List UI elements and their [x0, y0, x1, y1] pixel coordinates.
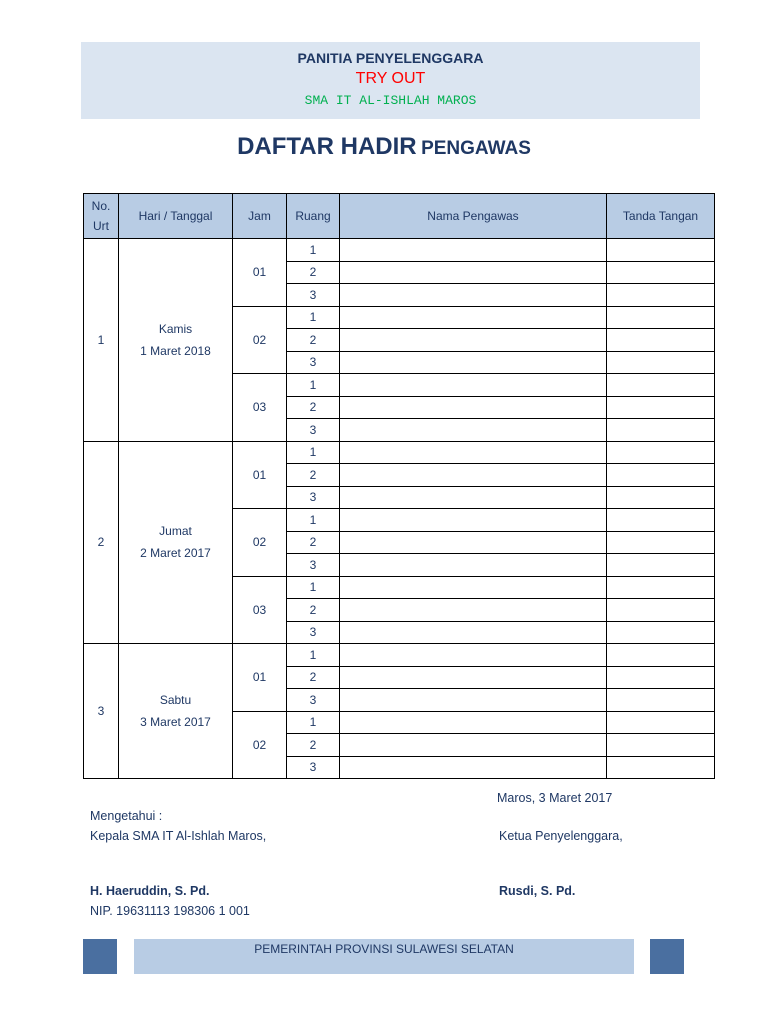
- room-number: 2: [287, 734, 340, 757]
- header-ruang: Ruang: [287, 194, 340, 239]
- supervisor-name-cell[interactable]: [340, 486, 607, 509]
- room-number: 2: [287, 329, 340, 352]
- supervisor-name-cell[interactable]: [340, 711, 607, 734]
- supervisor-name-cell[interactable]: [340, 531, 607, 554]
- header-box: [81, 42, 700, 119]
- day-number: 3: [84, 644, 119, 779]
- room-number: 1: [287, 644, 340, 667]
- room-number: 3: [287, 554, 340, 577]
- signature-cell[interactable]: [607, 261, 715, 284]
- signature-cell[interactable]: [607, 396, 715, 419]
- signature-cell[interactable]: [607, 576, 715, 599]
- supervisor-name-cell[interactable]: [340, 734, 607, 757]
- footer-square-left: [83, 939, 117, 974]
- table-row: [84, 644, 715, 667]
- day-date-cell: [119, 239, 233, 442]
- room-number: 1: [287, 306, 340, 329]
- supervisor-name-cell[interactable]: [340, 554, 607, 577]
- room-number: 3: [287, 621, 340, 644]
- supervisor-name-cell[interactable]: [340, 599, 607, 622]
- table-body: [84, 239, 715, 779]
- room-number: 1: [287, 509, 340, 532]
- header-jam: Jam: [233, 194, 287, 239]
- signature-cell[interactable]: [607, 554, 715, 577]
- room-number: 3: [287, 351, 340, 374]
- session-jam: 01: [233, 239, 287, 307]
- session-jam: 01: [233, 644, 287, 712]
- signature-cell[interactable]: [607, 509, 715, 532]
- footer-square-right: [650, 939, 684, 974]
- signature-cell[interactable]: [607, 486, 715, 509]
- room-number: 1: [287, 576, 340, 599]
- day-number: 2: [84, 441, 119, 644]
- day-number: 1: [84, 239, 119, 442]
- day-date: 1 Maret 2018: [140, 343, 211, 358]
- day-date-cell: [119, 644, 233, 779]
- signature-cell[interactable]: [607, 374, 715, 397]
- day-date-cell: [119, 441, 233, 644]
- chair-name: Rusdi, S. Pd.: [499, 884, 576, 898]
- room-number: 3: [287, 419, 340, 442]
- supervisor-name-cell[interactable]: [340, 396, 607, 419]
- signature-cell[interactable]: [607, 351, 715, 374]
- header-nama: Nama Pengawas: [340, 194, 607, 239]
- room-number: 3: [287, 689, 340, 712]
- session-jam: 03: [233, 576, 287, 644]
- signature-cell[interactable]: [607, 441, 715, 464]
- supervisor-name-cell[interactable]: [340, 306, 607, 329]
- day-date: 2 Maret 2017: [140, 546, 211, 561]
- supervisor-name-cell[interactable]: [340, 284, 607, 307]
- room-number: 2: [287, 531, 340, 554]
- day-name: Kamis: [158, 321, 193, 336]
- room-number: 2: [287, 464, 340, 487]
- title-sub: PENGAWAS: [421, 138, 531, 159]
- supervisor-name-cell[interactable]: [340, 329, 607, 352]
- supervisor-name-cell[interactable]: [340, 261, 607, 284]
- header-no: No. Urt: [84, 194, 119, 239]
- signature-cell[interactable]: [607, 734, 715, 757]
- header-day: Hari / Tanggal: [119, 194, 233, 239]
- document-title: [0, 133, 768, 161]
- signature-cell[interactable]: [607, 464, 715, 487]
- session-jam: 02: [233, 306, 287, 374]
- signature-cell[interactable]: [607, 756, 715, 779]
- supervisor-name-cell[interactable]: [340, 666, 607, 689]
- principal-nip: NIP. 19631113 198306 1 001: [90, 904, 250, 918]
- supervisor-name-cell[interactable]: [340, 756, 607, 779]
- room-number: 3: [287, 284, 340, 307]
- supervisor-name-cell[interactable]: [340, 351, 607, 374]
- signature-cell[interactable]: [607, 306, 715, 329]
- header-ttd: Tanda Tangan: [607, 194, 715, 239]
- signature-cell[interactable]: [607, 711, 715, 734]
- room-number: 3: [287, 756, 340, 779]
- signature-cell[interactable]: [607, 599, 715, 622]
- committee-title: PANITIA PENYELENGGARA: [297, 50, 484, 66]
- school-name: SMA IT AL-ISHLAH MAROS: [304, 93, 477, 108]
- footer-bar-text: PEMERINTAH PROVINSI SULAWESI SELATAN: [254, 942, 514, 956]
- signature-cell[interactable]: [607, 329, 715, 352]
- room-number: 1: [287, 374, 340, 397]
- day-name: Sabtu: [159, 693, 192, 707]
- room-number: 1: [287, 239, 340, 262]
- signature-cell[interactable]: [607, 689, 715, 712]
- principal-role: Kepala SMA IT Al-Ishlah Maros,: [90, 829, 267, 843]
- room-number: 2: [287, 396, 340, 419]
- supervisor-name-cell[interactable]: [340, 464, 607, 487]
- signature-cell[interactable]: [607, 419, 715, 442]
- day-date: 3 Maret 2017: [140, 715, 211, 729]
- supervisor-name-cell[interactable]: [340, 419, 607, 442]
- signature-cell[interactable]: [607, 239, 715, 262]
- session-jam: 02: [233, 509, 287, 577]
- session-jam: 03: [233, 374, 287, 442]
- table-row: [84, 441, 715, 464]
- room-number: 1: [287, 441, 340, 464]
- acknowledged-label: Mengetahui :: [90, 809, 163, 823]
- principal-name: H. Haeruddin, S. Pd.: [90, 884, 210, 898]
- supervisor-name-cell[interactable]: [340, 576, 607, 599]
- supervisor-name-cell[interactable]: [340, 441, 607, 464]
- signature-cell[interactable]: [607, 284, 715, 307]
- supervisor-name-cell[interactable]: [340, 509, 607, 532]
- signature-cell[interactable]: [607, 621, 715, 644]
- supervisor-name-cell[interactable]: [340, 374, 607, 397]
- supervisor-name-cell[interactable]: [340, 239, 607, 262]
- room-number: 3: [287, 486, 340, 509]
- signature-cell[interactable]: [607, 531, 715, 554]
- table-row: [84, 239, 715, 262]
- event-title: TRY OUT: [355, 70, 426, 87]
- place-date: Maros, 3 Maret 2017: [497, 791, 613, 805]
- room-number: 2: [287, 599, 340, 622]
- supervisor-name-cell[interactable]: [340, 689, 607, 712]
- table-header-row: [84, 194, 715, 239]
- title-main: DAFTAR HADIR: [237, 133, 417, 160]
- room-number: 2: [287, 261, 340, 284]
- signature-cell[interactable]: [607, 644, 715, 667]
- session-jam: 02: [233, 711, 287, 779]
- attendance-table: [83, 193, 715, 779]
- signature-cell[interactable]: [607, 666, 715, 689]
- session-jam: 01: [233, 441, 287, 509]
- room-number: 2: [287, 666, 340, 689]
- day-name: Jumat: [159, 524, 192, 539]
- supervisor-name-cell[interactable]: [340, 621, 607, 644]
- footer-bar: [134, 939, 634, 974]
- room-number: 1: [287, 711, 340, 734]
- supervisor-name-cell[interactable]: [340, 644, 607, 667]
- chair-role: Ketua Penyelenggara,: [499, 829, 623, 843]
